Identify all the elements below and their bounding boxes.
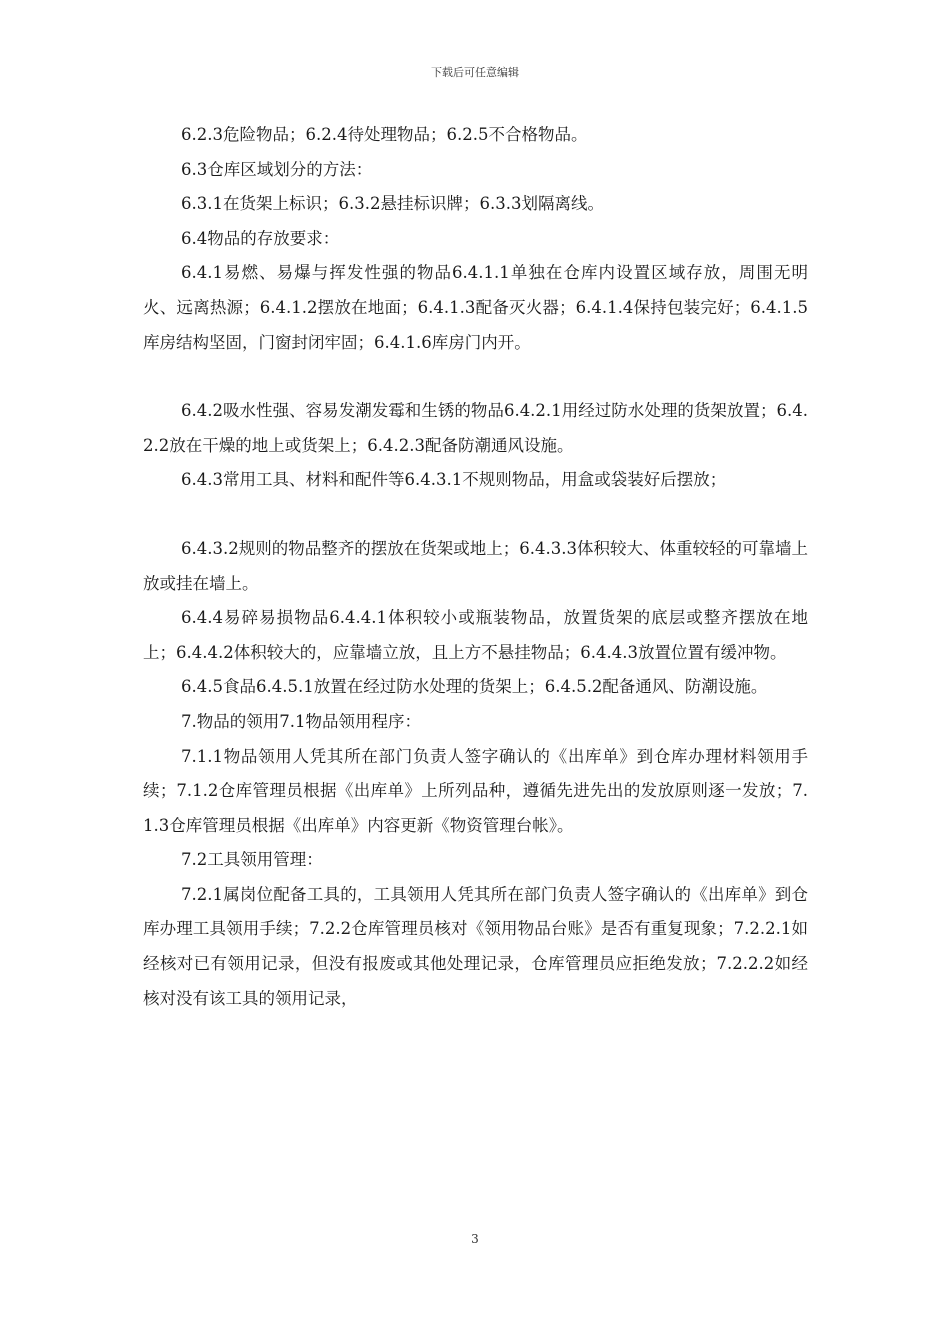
paragraph-6-4-4: 6.4.4易碎易损物品6.4.4.1体积较小或瓶装物品，放置货架的底层或整齐摆放在地上；6.4.4.2体积较大的，应靠墙立放，且上方不悬挂物品；6.4.4.3放置位置有缓冲物。 — [143, 608, 808, 662]
paragraph-7-1-1: 7.1.1物品领用人凭其所在部门负责人签字确认的《出库单》到仓库办理材料领用手续；7.1.2仓库管理员根据《出库单》上所列品种，遵循先进先出的发放原则逐一发放；7.1.3仓库管理员根据《出库单》内容更新《物资管理台帐》。 — [143, 746, 808, 835]
page-header: 下载后可任意编辑 — [431, 66, 519, 79]
paragraph-6-4-3: 6.4.3常用工具、材料和配件等6.4.3.1不规则物品，用盒或袋装好后摆放； — [181, 470, 727, 490]
paragraph-6-4-2: 6.4.2吸水性强、容易发潮发霉和生锈的物品6.4.2.1用经过防水处理的货架放置；6.4.2.2放在干燥的地上或货架上；6.4.2.3配备防潮通风设施。 — [143, 401, 808, 455]
paragraph-gap — [143, 360, 808, 394]
paragraph-7-2-1: 7.2.1属岗位配备工具的，工具领用人凭其所在部门负责人签字确认的《出库单》到仓库办理工具领用手续；7.2.2仓库管理员核对《领用物品台账》是否有重复现象；7.2.2.1如经核对已有领用记录，但没有报废或其他处理记录，仓库管理员应拒绝发放；7.2.2.2如经核对没有该工具的领用记录， — [143, 884, 808, 1008]
page-number: 3 — [471, 1232, 479, 1246]
heading-6-4: 6.4物品的存放要求： — [181, 228, 340, 248]
heading-7-2: 7.2工具领用管理： — [181, 850, 323, 870]
heading-6-3: 6.3仓库区域划分的方法： — [181, 159, 373, 179]
paragraph-6-4-1: 6.4.1易燃、易爆与挥发性强的物品6.4.1.1单独在仓库内设置区域存放，周围无明火、远离热源；6.4.1.2摆放在地面；6.4.1.3配备灭火器；6.4.1.4保持包装完好；6.4.1.5库房结构坚固，门窗封闭牢固；6.4.1.6库房门内开。 — [143, 263, 808, 352]
document-body — [143, 118, 808, 1016]
paragraph-6-3-1: 6.3.1在货架上标识；6.3.2悬挂标识牌；6.3.3划隔离线。 — [181, 194, 604, 214]
paragraph-6-4-3-2: 6.4.3.2规则的物品整齐的摆放在货架或地上；6.4.3.3体积较大、体重较轻的可靠墙上放或挂在墙上。 — [143, 538, 808, 593]
paragraph-6-4-5: 6.4.5食品6.4.5.1放置在经过防水处理的货架上；6.4.5.2配备通风、防潮设施。 — [181, 677, 768, 697]
paragraph-gap — [143, 498, 808, 532]
heading-7-1: 7.物品的领用7.1物品领用程序： — [181, 711, 421, 731]
paragraph-6-2-3: 6.2.3危险物品；6.2.4待处理物品；6.2.5不合格物品。 — [181, 125, 588, 144]
